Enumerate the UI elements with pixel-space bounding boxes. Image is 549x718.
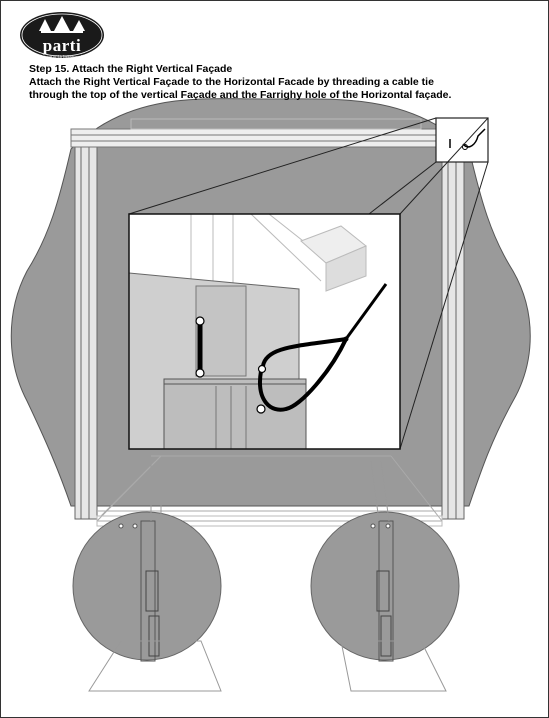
parti-logo — [19, 11, 105, 59]
instruction-line-1: Attach the Right Vertical Façade to the Horizontal Facade by threading a cable tie — [29, 76, 434, 88]
step-title: Step 15. Attach the Right Vertical Façade — [29, 63, 233, 75]
logo-tagline: a division of Lit Industries, Ltd. — [36, 54, 88, 59]
zoomed-detail-panel — [129, 214, 400, 449]
logo-brand-text: parti — [42, 36, 82, 55]
instruction-line-2: through the top of the vertical Façade and the Farrighy hole of the Horizontal façade. — [29, 89, 452, 101]
detail-callout-box — [436, 118, 488, 162]
step-instruction — [29, 76, 499, 102]
assembly-illustration — [1, 1, 548, 717]
horizontal-facade-section — [164, 379, 306, 449]
